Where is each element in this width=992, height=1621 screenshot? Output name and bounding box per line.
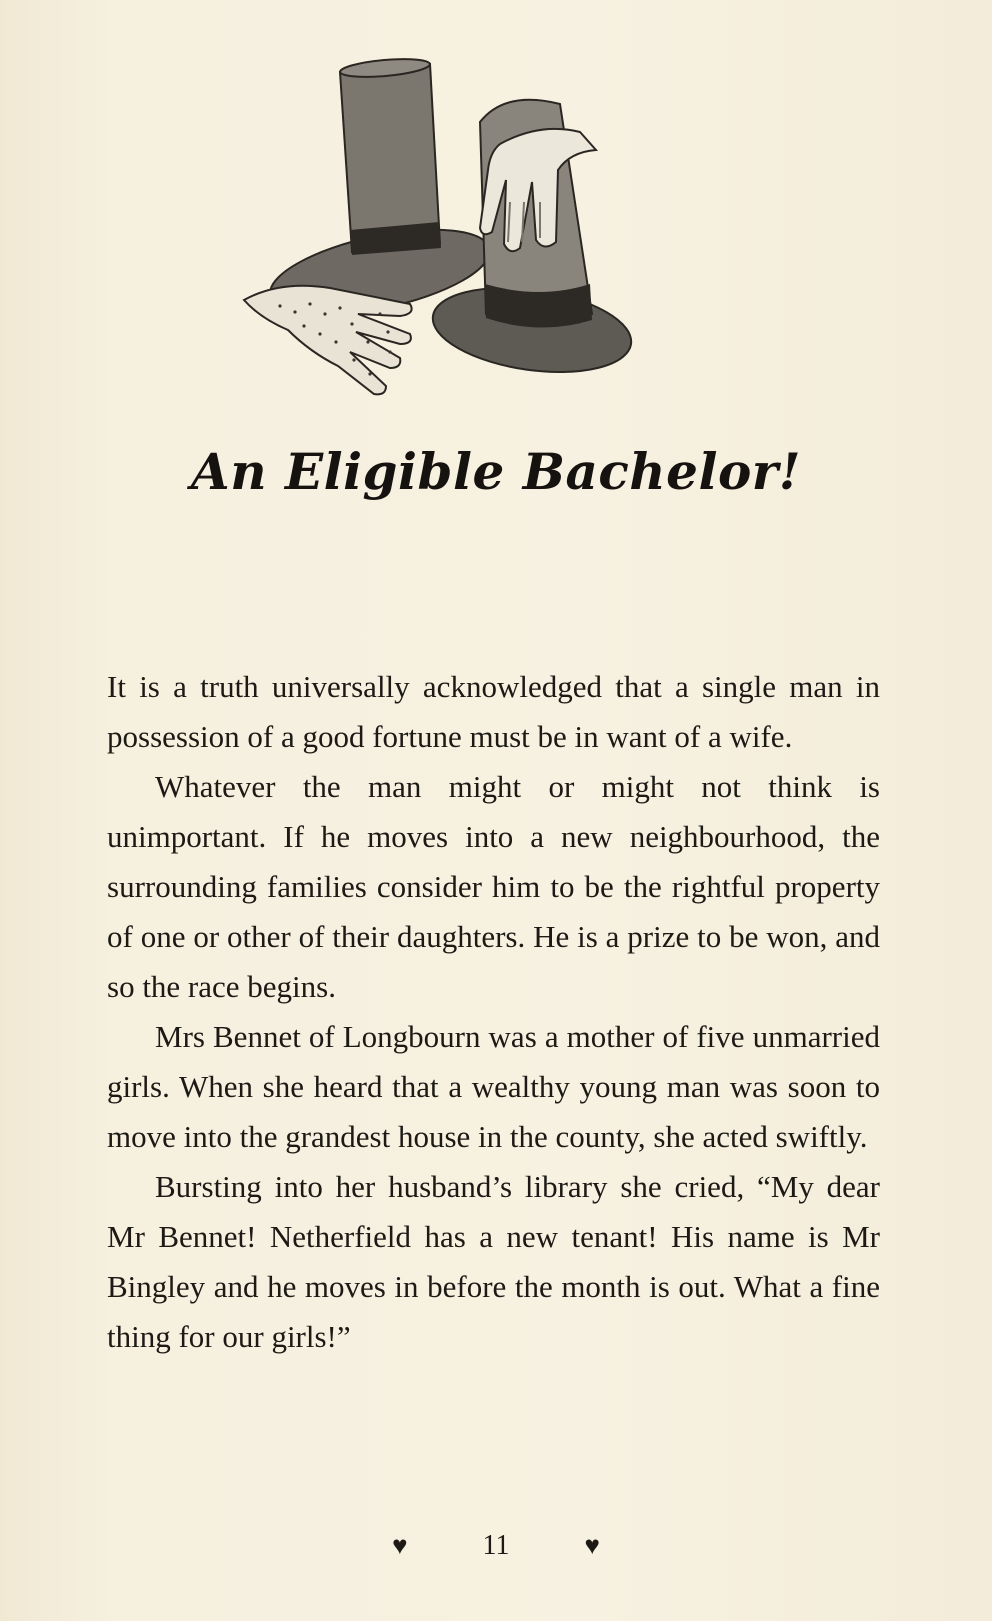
paragraph: It is a truth universally acknowledged that a single man in possession of a good fortune must be in want of a wife. bbox=[107, 669, 880, 754]
paragraph: Whatever the man might or might not think is unimportant. If he moves into a new neighbourhood, the surrounding families consider him to be the rightful property of one or other of their daughters. He is a prize to be won, and so the race begins. bbox=[107, 769, 880, 1004]
paragraph: Bursting into her husband’s library she cried, “My dear Mr Bennet! Netherfield has a new tenant! His name is Mr Bingley and he moves in before the month is out. What a fine thing for our girls!” bbox=[107, 1169, 880, 1354]
page-footer bbox=[0, 1528, 992, 1562]
chapter-title: An Eligible Bachelor! bbox=[190, 442, 802, 501]
paragraph: Mrs Bennet of Longbourn was a mother of five unmarried girls. When she heard that a wealthy young man was soon to move into the grandest house in the county, she acted swiftly. bbox=[107, 1019, 880, 1154]
heart-right-icon: ♥ bbox=[584, 1530, 600, 1560]
top-hats-gloves-icon bbox=[240, 52, 640, 432]
chapter-body bbox=[107, 662, 880, 1362]
heart-left-icon: ♥ bbox=[392, 1530, 408, 1560]
page-number: 11 bbox=[482, 1529, 510, 1561]
